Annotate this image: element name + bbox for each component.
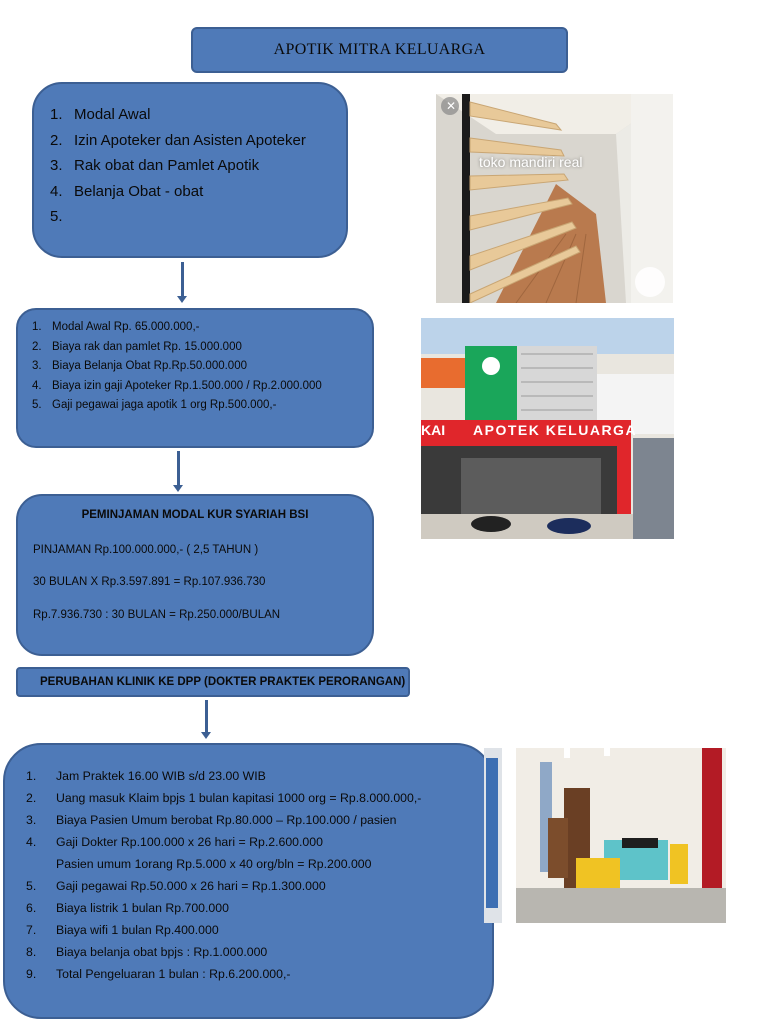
flow-arrow bbox=[181, 262, 184, 298]
item-text: Uang masuk Klaim bpjs 1 bulan kapitasi 1000 org = Rp.8.000.000,- bbox=[56, 791, 422, 805]
item-text: Biaya Pasien Umum berobat Rp.80.000 – Rp.100.000 / pasien bbox=[56, 813, 397, 827]
loan-line: 30 BULAN X Rp.3.597.891 = Rp.107.936.730 bbox=[33, 576, 266, 588]
list-item bbox=[32, 399, 322, 419]
item-number: 1. bbox=[50, 106, 63, 123]
item-number: 7. bbox=[26, 923, 37, 937]
loan-line: PINJAMAN Rp.100.000.000,- ( 2,5 TAHUN ) bbox=[33, 544, 259, 556]
list-item bbox=[26, 897, 421, 919]
list-item bbox=[26, 831, 421, 853]
costs-box bbox=[16, 308, 374, 448]
needs-list bbox=[50, 106, 306, 234]
page-title: APOTIK MITRA KELUARGA bbox=[273, 41, 486, 58]
svg-text:✕: ✕ bbox=[446, 99, 457, 113]
list-item bbox=[26, 809, 421, 831]
item-number: 1. bbox=[26, 769, 37, 783]
item-number: 4. bbox=[26, 835, 37, 849]
storefront-photo bbox=[421, 318, 674, 539]
list-item bbox=[26, 853, 421, 875]
list-item bbox=[26, 787, 421, 809]
title-box bbox=[191, 27, 568, 73]
item-text: Izin Apoteker dan Asisten Apoteker bbox=[74, 131, 306, 149]
change-label: PERUBAHAN KLINIK KE DPP (DOKTER PRAKTEK PERORANGAN) bbox=[40, 676, 406, 688]
item-number: 4. bbox=[32, 379, 42, 392]
item-text: Gaji pegawai jaga apotik 1 org Rp.500.000,- bbox=[52, 399, 277, 412]
loan-box bbox=[16, 494, 374, 656]
item-number: 2. bbox=[26, 791, 37, 805]
list-item bbox=[32, 380, 322, 400]
item-text: Jam Praktek 16.00 WIB s/d 23.00 WIB bbox=[56, 769, 266, 783]
item-text: Modal Awal Rp. 65.000.000,- bbox=[52, 321, 200, 333]
shelves-photo bbox=[436, 94, 673, 303]
loan-line: Rp.7.936.730 : 30 BULAN = Rp.250.000/BULAN bbox=[33, 609, 281, 621]
item-number: 3. bbox=[32, 360, 42, 373]
sign-partial-text: KAI bbox=[421, 422, 446, 438]
watermark-text: toko mandiri real bbox=[479, 154, 583, 170]
item-number: 2. bbox=[32, 340, 42, 353]
flow-arrow bbox=[177, 451, 180, 487]
item-number: 3. bbox=[50, 157, 63, 174]
item-text: Pasien umum 1orang Rp.5.000 x 40 org/bln = Rp.200.000 bbox=[56, 857, 372, 871]
list-item bbox=[50, 157, 306, 183]
list-item bbox=[26, 765, 421, 787]
item-number: 1. bbox=[32, 321, 42, 333]
item-text: Biaya izin gaji Apoteker Rp.1.500.000 / Rp.2.000.000 bbox=[52, 379, 322, 392]
list-item bbox=[50, 208, 306, 234]
list-item bbox=[26, 963, 421, 985]
item-text: Gaji Dokter Rp.100.000 x 26 hari = Rp.2.600.000 bbox=[56, 835, 323, 849]
item-text: Biaya Belanja Obat Rp.Rp.50.000.000 bbox=[52, 360, 247, 373]
item-number: 6. bbox=[26, 901, 37, 915]
flow-arrow bbox=[205, 700, 208, 734]
item-text: Biaya wifi 1 bulan Rp.400.000 bbox=[56, 923, 219, 937]
list-item bbox=[26, 875, 421, 897]
item-number: 2. bbox=[50, 131, 63, 149]
item-text: Gaji pegawai Rp.50.000 x 26 hari = Rp.1.300.000 bbox=[56, 879, 326, 893]
list-item bbox=[50, 132, 306, 158]
item-number: 5. bbox=[50, 208, 63, 225]
list-item bbox=[26, 941, 421, 963]
list-item bbox=[50, 183, 306, 209]
item-text: Biaya listrik 1 bulan Rp.700.000 bbox=[56, 901, 229, 915]
list-item bbox=[26, 919, 421, 941]
loan-heading: PEMINJAMAN MODAL KUR SYARIAH BSI bbox=[81, 509, 309, 521]
item-number: 4. bbox=[50, 182, 63, 200]
sign-text: APOTEK KELUARGA bbox=[473, 422, 638, 438]
item-text: Total Pengeluaran 1 bulan : Rp.6.200.000,- bbox=[56, 967, 291, 981]
clinic-box bbox=[3, 743, 494, 1019]
item-text: Belanja Obat - obat bbox=[74, 182, 204, 200]
item-number: 3. bbox=[26, 813, 37, 827]
clinic-room-photo bbox=[484, 748, 763, 923]
item-number: 5. bbox=[32, 399, 42, 412]
item-text: Modal Awal bbox=[74, 106, 151, 123]
list-item bbox=[32, 321, 322, 341]
list-item bbox=[50, 106, 306, 132]
item-number: 9. bbox=[26, 967, 37, 981]
item-number: 8. bbox=[26, 945, 37, 959]
list-item bbox=[32, 360, 322, 380]
clinic-list bbox=[26, 765, 421, 985]
item-text: Biaya belanja obat bpjs : Rp.1.000.000 bbox=[56, 945, 268, 959]
needs-box bbox=[32, 82, 348, 258]
costs-list bbox=[32, 321, 322, 419]
item-number: 5. bbox=[26, 879, 37, 893]
item-text: Biaya rak dan pamlet Rp. 15.000.000 bbox=[52, 340, 242, 353]
list-item bbox=[32, 341, 322, 361]
change-label-box bbox=[16, 667, 410, 697]
item-text: Rak obat dan Pamlet Apotik bbox=[74, 157, 260, 174]
